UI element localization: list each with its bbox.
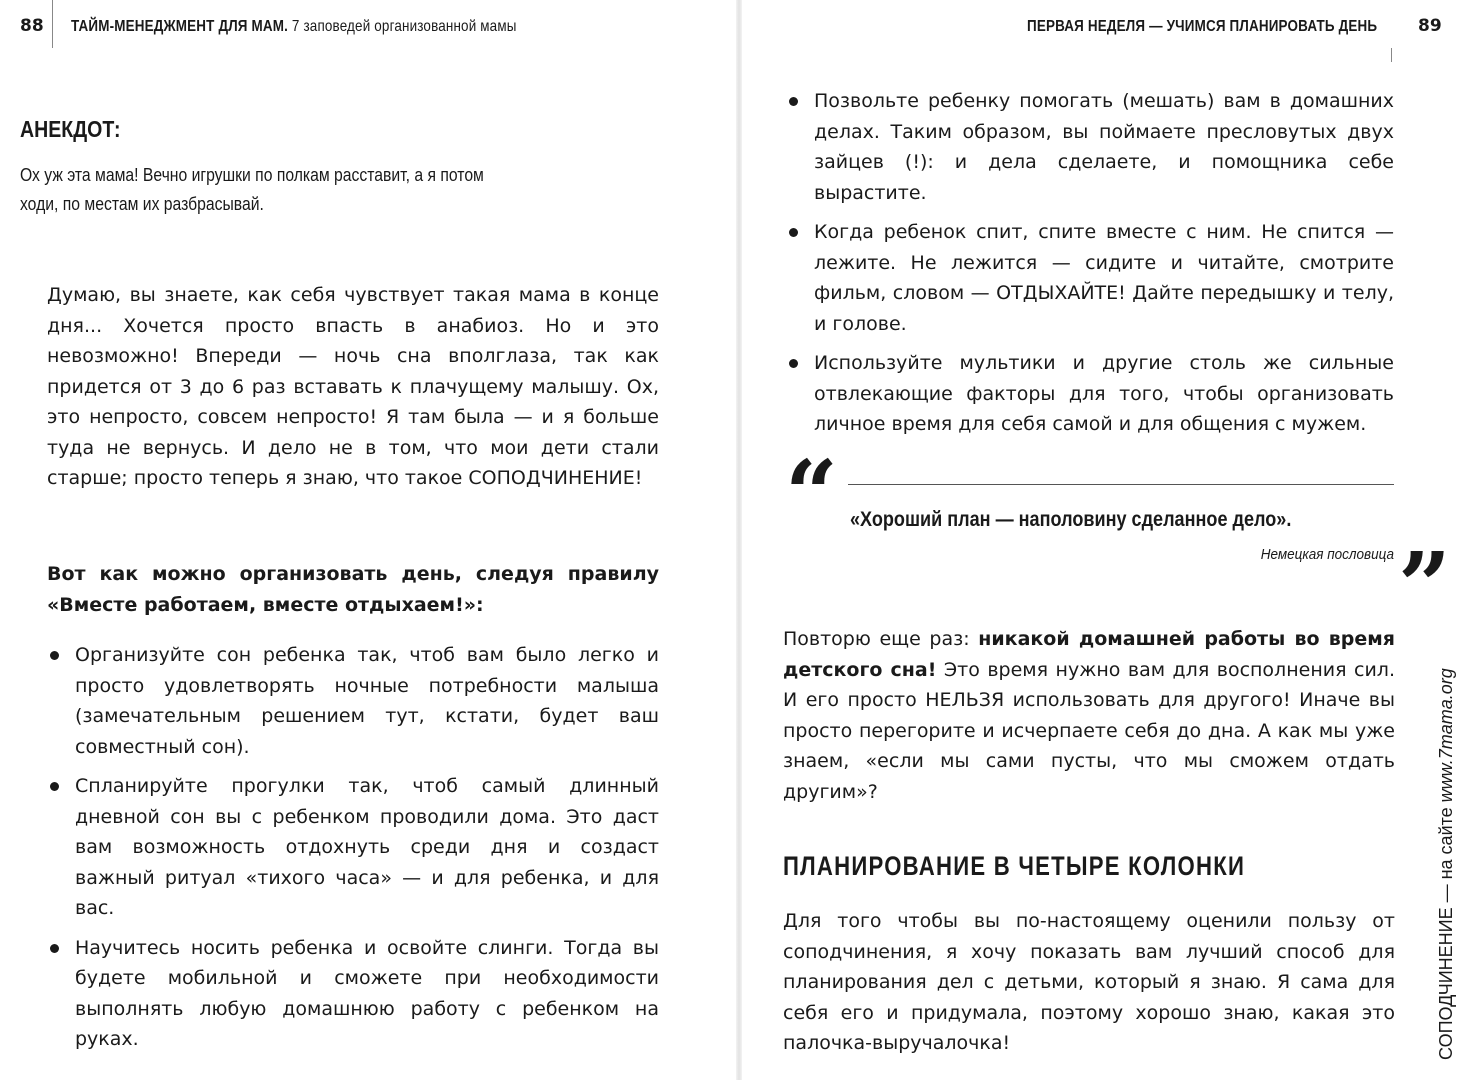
side-note-main: СОПОДЧИНЕНИЕ — на сайте [1436, 802, 1456, 1060]
paragraph-planning: Для того чтобы вы по-настоящему оценили пользу от соподчинения, я хочу показать вам лучший способ для планирования дел с детьми, который я знаю. Я сама для себя его и придумала, поэтому хорошо знаю, какая это палочка-выручалочка! [783, 910, 1395, 1054]
list-item: Позвольте ребенку помогать (мешать) вам в домашних делах. Таким образом, вы поймаете пресловутых двух зайцев (!): и дела сделаете, и помощника себе вырастите. [786, 86, 1394, 208]
list-item: Используйте мультики и другие столь же сильные отвлекающие факторы для того, чтобы организовать личное время для себя самой и для общения с мужем. [786, 348, 1394, 440]
header-divider-left [52, 0, 53, 48]
list-item: Организуйте сон ребенка так, чтоб вам было легко и просто удовлетворять ночные потребности малыша (замечательным решением тут, кстати, будет ваш совместный сон). [47, 640, 659, 762]
anekdot-text: Ох уж эта мама! Вечно игрушки по полкам расставит, а я потом ходи, по местам их разбрасывай. [20, 164, 484, 214]
anekdot-heading: АНЕКДОТ: [20, 116, 121, 142]
quote-text: «Хороший план — наполовину сделанное дело». [850, 508, 1292, 531]
paragraph-intro: Думаю, вы знаете, как себя чувствует такая мама в конце дня... Хочется просто впасть в анабиоз. Но и это невозможно! Впереди — ночь сна вполглаза, так как придется от 3 до 6 раз вставать к плачущему малышу. Ох, это непросто, совсем непросто! Я там была — и я больше туда не вернусь. И дело не в том, что мои дети стали старше; просто теперь я знаю, что такое СОПОДЧИНЕНИЕ! [47, 284, 659, 489]
reminder-rest: Это время нужно вам для восполнения сил. И его просто НЕЛЬЗЯ использовать для другого! Иначе вы просто перегорите и исчерпаете себя до дна. А как мы уже знаем, «если мы сами пусты, что мы сможем отдать другим»? [783, 658, 1395, 803]
quote-rule [848, 484, 1394, 485]
paragraph-reminder [783, 624, 1395, 807]
bullet-list-right [786, 86, 1394, 449]
bullet-list-left [47, 640, 659, 1064]
quote-source: Немецкая пословица [1260, 546, 1394, 563]
page-number-right: 89 [1418, 16, 1442, 36]
running-title-right: ПЕРВАЯ НЕДЕЛЯ — УЧИМСЯ ПЛАНИРОВАТЬ ДЕНЬ [1027, 18, 1378, 35]
reminder-bold: никакой домашней работы во время детского сна! [783, 628, 1395, 681]
lead-heading: Вот как можно организовать день, следуя правилу «Вместе работаем, вместе отдыхаем!»: [47, 563, 659, 616]
running-title-rest: 7 заповедей организованной мамы [288, 18, 517, 35]
reminder-lead: Повторю еще раз: [783, 628, 979, 650]
list-item: Когда ребенок спит, спите вместе с ним. Не спится — лежите. Не лежится — сидите и читайте, смотрите фильм, словом — ОТДЫХАЙТЕ! Дайте передышку и телу, и голове. [786, 217, 1394, 339]
side-note-vertical [1436, 668, 1457, 1060]
header-tick-right [1391, 48, 1392, 62]
quote-open-mark: “ [785, 440, 838, 548]
section-heading: ПЛАНИРОВАНИЕ В ЧЕТЫРЕ КОЛОНКИ [783, 851, 1246, 881]
quote-close-mark: ” [1398, 532, 1451, 640]
page-number-left: 88 [20, 16, 44, 36]
running-title-left [71, 18, 517, 36]
list-item: Научитесь носить ребенка и освойте слинги. Тогда вы будете мобильной и сможете при необходимости выполнять любую домашнюю работу с ребенком на руках. [47, 933, 659, 1055]
list-item: Спланируйте прогулки так, чтоб самый длинный дневной сон вы с ребенком проводили дома. Это даст вам возможность отдохнуть среди дня и создаст важный ритуал «тихого часа» — и для ребенка, и для вас. [47, 771, 659, 924]
website-link[interactable]: www.7mama.org [1436, 668, 1456, 803]
running-title-bold: ТАЙМ-МЕНЕДЖМЕНТ ДЛЯ МАМ. [71, 18, 289, 35]
